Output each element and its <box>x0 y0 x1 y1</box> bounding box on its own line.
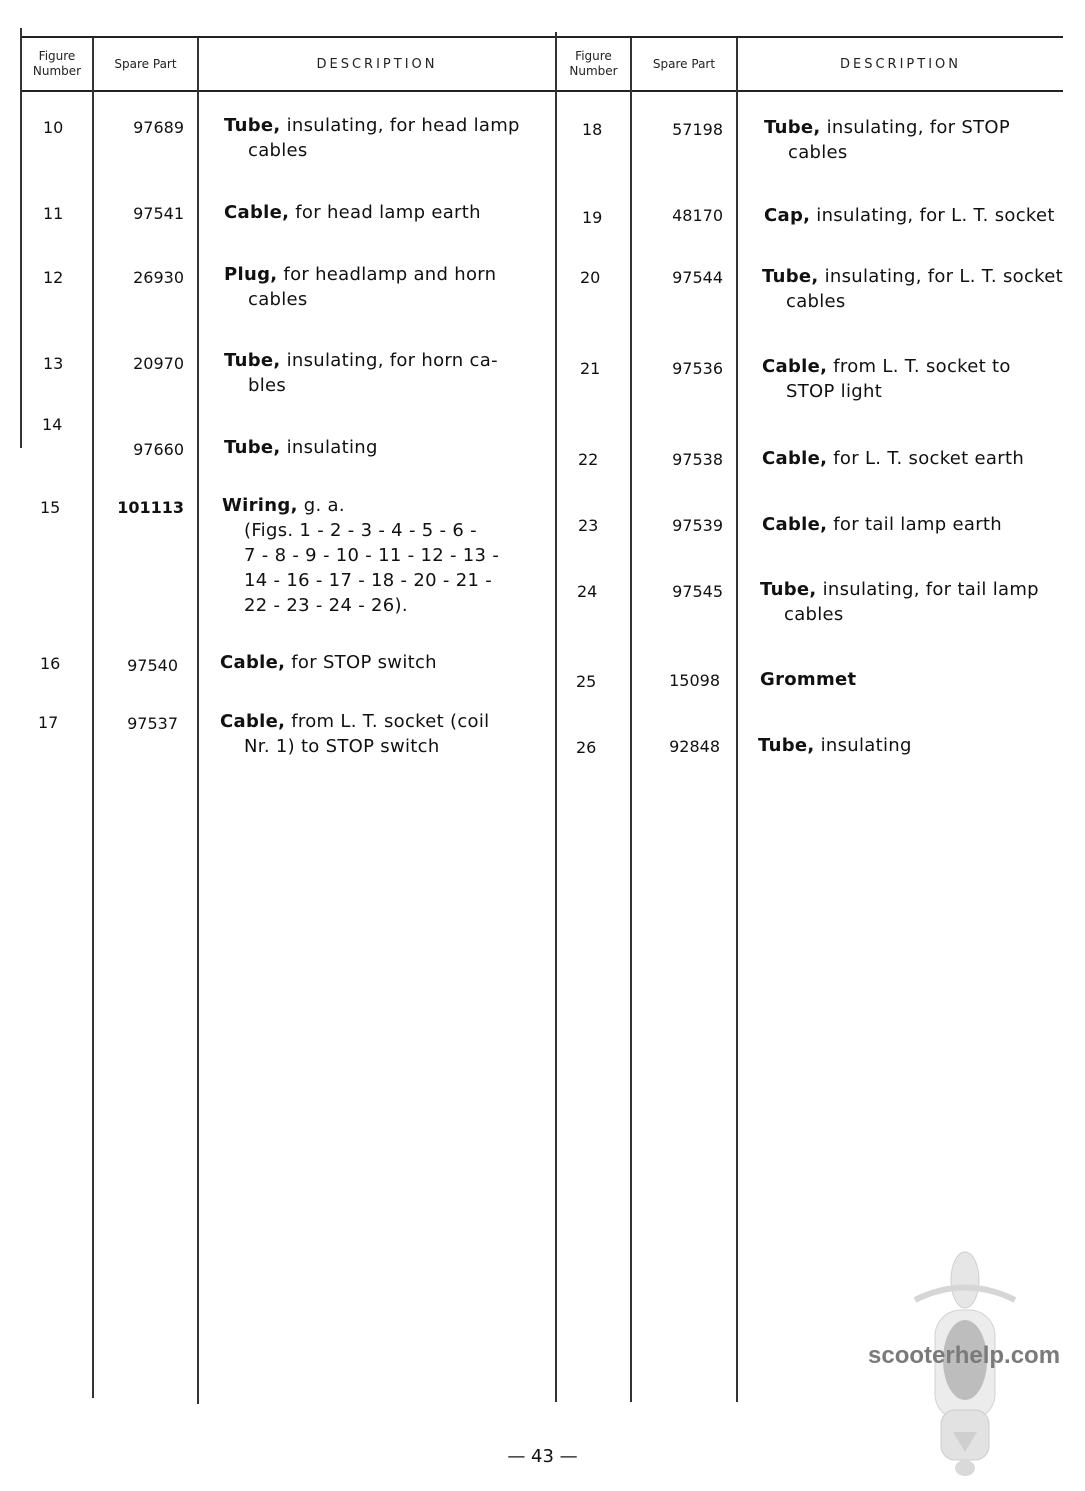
figure-number: 22 <box>578 450 599 469</box>
figure-number: 17 <box>38 713 59 732</box>
part-description: Plug, for headlamp and horn cables <box>224 264 497 310</box>
part-description: Tube, insulating <box>224 437 378 458</box>
header-description-right: DESCRIPTION <box>840 56 961 72</box>
part-description: Cable, for tail lamp earth <box>762 514 1002 535</box>
figure-number: 25 <box>576 672 597 691</box>
watermark-text: scooterhelp.com <box>868 1342 1061 1369</box>
spare-part-number: 97540 <box>127 656 178 675</box>
column-divider <box>20 28 22 448</box>
part-description: Cable, from L. T. socket (coil Nr. 1) to STOP switch <box>220 711 490 757</box>
figure-number: 14 <box>42 415 63 434</box>
spare-part-number: 48170 <box>672 206 723 225</box>
header-figure-number-left: Figure Number <box>32 49 82 78</box>
spare-part-number: 97537 <box>127 714 178 733</box>
column-divider <box>197 38 199 1404</box>
figure-number: 21 <box>580 359 601 378</box>
figure-number: 11 <box>43 204 64 223</box>
spare-part-number: 97539 <box>672 516 723 535</box>
part-description: Cap, insulating, for L. T. socket <box>764 205 1055 226</box>
spare-part-number: 97689 <box>133 118 184 137</box>
wiring-figs-line: 14 - 16 - 17 - 18 - 20 - 21 - <box>244 570 493 591</box>
wiring-figs-line: (Figs. 1 - 2 - 3 - 4 - 5 - 6 - <box>244 520 477 541</box>
part-description: Tube, insulating, for head lamp cables <box>224 115 520 161</box>
header-description-left: DESCRIPTION <box>316 56 438 72</box>
part-description: Wiring, g. a. (Figs. 1 - 2 - 3 - 4 - 5 - 6 - 7 - 8 - 9 - 10 - 11 - 12 - 13 - 14 - 16 - 17 - 18 - 20 - 21 - 22 - 23 - 24 - 26). <box>222 495 500 616</box>
figure-number: 15 <box>40 498 61 517</box>
spare-part-number: 57198 <box>672 120 723 139</box>
figure-number: 26 <box>576 738 597 757</box>
figure-number: 16 <box>40 654 61 673</box>
header-figure-number-right: Figure Number <box>569 49 618 78</box>
figure-number: 12 <box>43 268 64 287</box>
part-description: Tube, insulating, for L. T. socket cables <box>762 266 1063 312</box>
column-divider <box>555 32 557 1402</box>
figure-number: 24 <box>577 582 598 601</box>
part-description: Cable, for head lamp earth <box>224 202 481 223</box>
figure-number: 23 <box>578 516 599 535</box>
column-divider <box>630 38 632 1402</box>
part-description: Tube, insulating, for tail lamp cables <box>760 579 1039 625</box>
spare-part-number: 101113 <box>117 498 184 517</box>
spare-part-number: 97538 <box>672 450 723 469</box>
header-spare-part-right: Spare Part <box>652 56 716 71</box>
part-description: Tube, insulating, for STOP cables <box>764 117 1011 163</box>
part-description: Cable, for L. T. socket earth <box>762 448 1025 469</box>
wiring-figs-line: 7 - 8 - 9 - 10 - 11 - 12 - 13 - <box>244 545 500 566</box>
figure-number: 19 <box>582 208 603 227</box>
table-header-rule <box>20 90 1063 92</box>
column-divider <box>736 38 738 1402</box>
part-description: Cable, for STOP switch <box>220 652 437 673</box>
figure-number: 18 <box>582 120 603 139</box>
spare-part-number: 97545 <box>672 582 723 601</box>
part-description: Cable, from L. T. socket to STOP light <box>762 356 1011 402</box>
figure-number: 13 <box>43 354 64 373</box>
spare-part-number: 15098 <box>669 671 720 690</box>
spare-part-number: 97536 <box>672 359 723 378</box>
spare-part-number: 97544 <box>672 268 723 287</box>
figure-number: 20 <box>580 268 601 287</box>
header-spare-part-left: Spare Part <box>114 56 177 71</box>
spare-part-number: 97541 <box>133 204 184 223</box>
column-divider <box>92 38 94 1398</box>
figure-number: 10 <box>43 118 64 137</box>
spare-part-number: 92848 <box>669 737 720 756</box>
page-number: — 43 — <box>507 1446 578 1467</box>
spare-part-number: 20970 <box>133 354 184 373</box>
part-description: Grommet <box>760 669 857 690</box>
part-description: Tube, insulating, for horn ca- bles <box>224 350 498 396</box>
part-description: Tube, insulating <box>758 735 912 756</box>
spare-part-number: 26930 <box>133 268 184 287</box>
wiring-figs-line: 22 - 23 - 24 - 26). <box>244 595 408 616</box>
spare-part-number: 97660 <box>133 440 184 459</box>
